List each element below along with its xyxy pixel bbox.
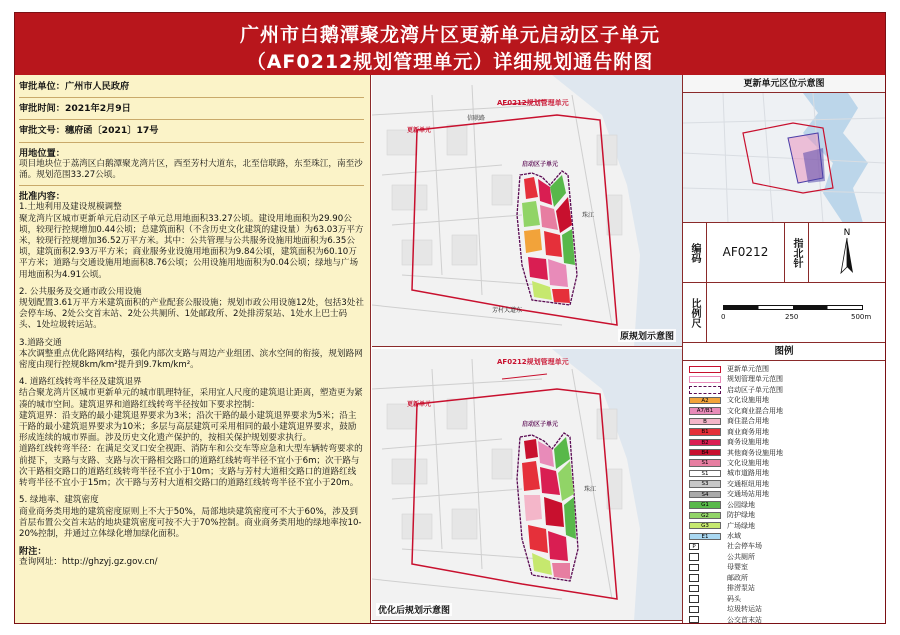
legend-swatch: S4 bbox=[689, 491, 721, 498]
code-value: AF0212 bbox=[707, 223, 785, 282]
divider bbox=[19, 97, 364, 98]
legend-item bbox=[689, 406, 885, 416]
legend-item bbox=[689, 416, 885, 426]
legend-item bbox=[689, 541, 885, 551]
optimized-map-drawing bbox=[372, 349, 682, 621]
renewal-label: 更新单元 bbox=[407, 127, 432, 134]
legend-label: 母婴室 bbox=[727, 563, 748, 572]
location-map-title: 更新单元区位示意图 bbox=[683, 75, 885, 93]
legend-item bbox=[689, 552, 885, 562]
legend-item bbox=[689, 521, 885, 531]
section-1-text: 聚龙湾片区城市更新单元启动区子单元总用地面积33.27公顷。建设用地面积为29.90公顷，较现行控规增加0.44公顷；总建筑面积（不含历史文化建筑的建设量）为63.03万平方米，较现行控规增加36.52万平方米。其中：公共管理与公共服务设施用地面积为6.35公顷，建筑面积2.93万平方米；商业服务业设施用地面积为9.84公顷，建筑面积为60.10万平方米；道路与交通设施用地面积8.76公顷；公用设施用地面积为0.04公顷；绿地与广场用地面积为4.91公顷。 bbox=[19, 213, 364, 280]
optimized-map-caption: 优化后规划示意图 bbox=[376, 603, 452, 616]
subunit-label: 启动区子单元 bbox=[522, 161, 559, 168]
legend-item bbox=[689, 374, 885, 384]
legend-swatch: A2 bbox=[689, 397, 721, 404]
scale-tick-250: 250 bbox=[785, 313, 799, 321]
legend-label: 防护绿地 bbox=[727, 511, 755, 520]
legend-item bbox=[689, 448, 885, 458]
section-3-text: 本次调整重点优化路网结构，强化内部次支路与周边产业组团、滨水空间的衔接，规划路网密度由现行控规8km/km²提升到9.7km/km²。 bbox=[19, 348, 363, 371]
legend-swatch bbox=[689, 366, 721, 373]
legend-item bbox=[689, 500, 885, 510]
section-2-heading: 2. 公共服务及交通市政公用设施 bbox=[19, 286, 142, 297]
map-column bbox=[372, 75, 682, 623]
legend-item bbox=[689, 364, 885, 374]
north-arrow-icon bbox=[809, 223, 885, 282]
legend-label: 垃圾转运站 bbox=[727, 605, 762, 614]
doc-row: 审批文号：穗府函〔2021〕17号 bbox=[19, 125, 159, 137]
title-line-1: 广州市白鹅潭聚龙湾片区更新单元启动区子单元 bbox=[239, 24, 660, 46]
title-banner bbox=[15, 13, 885, 75]
legend-label: 码头 bbox=[727, 594, 741, 603]
section-4-text-1: 结合聚龙湾片区城市更新单元的城市肌理特征，采用宜人尺度的建筑退让距离，塑造更为紧凑的城市空间。建筑退界和道路红线转弯半径按如下要求控制： bbox=[19, 388, 363, 410]
legend-label: 邮政所 bbox=[727, 573, 748, 582]
query-url[interactable]: 查询网址：http://ghzyj.gz.gov.cn/ bbox=[19, 557, 158, 568]
legend-swatch bbox=[689, 574, 699, 581]
section-2-text: 规划配置3.61万平方米建筑面积的产业配套公服设施；规划市政公用设施12处，包括3处社会停车场、2处公交首末站、2处公共厕所、1处邮政所、2处排涝泵站、1处水上巴士码头、1处垃圾转运站。 bbox=[19, 298, 364, 331]
legend-item bbox=[689, 583, 885, 593]
legend-swatch bbox=[689, 564, 699, 571]
legend-item bbox=[689, 479, 885, 489]
legend-swatch bbox=[689, 616, 699, 623]
subunit-label: 启动区子单元 bbox=[522, 421, 559, 428]
section-3-heading: 3.道路交通 bbox=[19, 337, 62, 348]
river-label: 珠江 bbox=[582, 212, 595, 219]
legend-label: 商住混合用地 bbox=[727, 417, 769, 426]
legend-item bbox=[689, 427, 885, 437]
legend-swatch: B bbox=[689, 418, 721, 425]
legend-item bbox=[689, 594, 885, 604]
section-4-text-2: 建筑退界：沿支路的最小建筑退界要求为3米；沿次干路的最小建筑退界要求为5米；沿主干路的最小建筑退界要求为10米；多层与高层建筑可采用相同的最小建筑退界要求，鼓励形成连续的城市界面。涉及历史文化遗产保护的，按相关保护规划要求执行。 bbox=[19, 410, 357, 444]
legend-swatch bbox=[689, 595, 699, 602]
date-row: 审批时间：2021年2月9日 bbox=[19, 103, 131, 115]
scale-bar bbox=[723, 305, 873, 325]
code-label: 编码 bbox=[683, 223, 707, 282]
original-map-drawing bbox=[372, 75, 682, 347]
legend-label: 水域 bbox=[727, 532, 741, 540]
legend-title: 图例 bbox=[683, 343, 885, 361]
section-4-heading: 4. 道路红线转弯半径及建筑退界 bbox=[19, 377, 142, 388]
unit-label: AF0212规划管理单元 bbox=[497, 99, 569, 107]
north-label: 指北针 bbox=[785, 223, 809, 282]
legend-item bbox=[689, 510, 885, 520]
scale-tick-500: 500m bbox=[851, 313, 872, 321]
legend-item bbox=[689, 604, 885, 614]
legend-label: 启动区子单元范围 bbox=[727, 385, 783, 394]
legend-swatch: A7/B1 bbox=[689, 407, 721, 414]
legend-swatch: P bbox=[689, 543, 699, 550]
legend-item bbox=[689, 531, 885, 541]
legend-list bbox=[683, 361, 885, 625]
legend-item bbox=[689, 562, 885, 572]
title-line-2: （AF0212规划管理单元）详细规划通告附图 bbox=[246, 51, 654, 73]
legend-label: 交通枢纽用地 bbox=[727, 479, 769, 488]
section-1-heading: 1.土地利用及建设规模调整 bbox=[19, 202, 122, 213]
road-label-2: 芳村大道东 bbox=[492, 307, 523, 314]
legend-swatch: B2 bbox=[689, 439, 721, 446]
legend-swatch bbox=[689, 376, 721, 383]
north-letter: N bbox=[843, 228, 851, 238]
appendix-heading: 附注： bbox=[19, 546, 47, 558]
divider bbox=[19, 142, 364, 143]
original-plan-map bbox=[372, 75, 682, 347]
divider bbox=[19, 119, 364, 120]
document-frame bbox=[14, 12, 886, 624]
legend-item bbox=[689, 395, 885, 405]
legend-swatch: S1 bbox=[689, 459, 721, 466]
legend-label: 更新单元范围 bbox=[727, 365, 769, 373]
legend-item bbox=[689, 489, 885, 499]
location-text: 项目地块位于荔湾区白鹅潭聚龙湾片区，西至芳村大道东，北至信联路，东至珠江，南至沙涌。规划范围33.27公顷。 bbox=[19, 158, 363, 181]
divider bbox=[19, 185, 364, 186]
text-panel bbox=[15, 75, 371, 623]
section-5-text: 商业商务类用地的建筑密度原则上不大于50%，局部地块建筑密度可不大于60%，涉及到首层布置公交首末站的地块建筑密度可按不大于70%控制。商业商务类用地的绿地率按10-20%控制，并通过立体绿化增加绿化面积。 bbox=[19, 506, 362, 539]
legend-item bbox=[689, 615, 885, 625]
legend-item bbox=[689, 437, 885, 447]
legend-swatch bbox=[689, 386, 721, 393]
legend-item bbox=[689, 573, 885, 583]
legend-swatch bbox=[689, 606, 699, 613]
renewal-label: 更新单元 bbox=[407, 401, 432, 408]
location-map bbox=[683, 93, 885, 223]
scale-tick-0: 0 bbox=[721, 313, 726, 321]
legend-swatch: G3 bbox=[689, 522, 721, 529]
legend-label: 交通场站用地 bbox=[727, 490, 769, 499]
original-map-caption: 原规划示意图 bbox=[618, 329, 676, 342]
approval-heading: 批准内容： bbox=[19, 191, 65, 203]
scale-label: 比例尺 bbox=[683, 283, 707, 342]
scale-row bbox=[683, 283, 885, 343]
legend-label: 公共厕所 bbox=[727, 552, 755, 561]
code-row bbox=[683, 223, 885, 283]
legend-swatch bbox=[689, 553, 699, 560]
legend-label: 文化商业混合用地 bbox=[727, 406, 783, 415]
legend-item bbox=[689, 458, 885, 468]
legend-swatch: S3 bbox=[689, 480, 721, 487]
optimized-plan-map bbox=[372, 349, 682, 621]
legend-label: 文化设施用地 bbox=[727, 396, 769, 405]
legend-label: 公园绿地 bbox=[727, 500, 755, 509]
legend-swatch: S1 bbox=[689, 470, 721, 477]
unit-label: AF0212规划管理单元 bbox=[497, 358, 569, 366]
legend-label: 公交首末站 bbox=[727, 615, 762, 624]
legend-label: 商务设施用地 bbox=[727, 438, 769, 447]
legend-swatch: G2 bbox=[689, 512, 721, 519]
legend-swatch bbox=[689, 585, 699, 592]
legend-label: 广场绿地 bbox=[727, 521, 755, 530]
section-5-heading: 5. 绿地率、建筑密度 bbox=[19, 495, 99, 506]
legend-label: 其他商务设施用地 bbox=[727, 448, 783, 457]
legend-item bbox=[689, 385, 885, 395]
legend-label: 文化设施用地 bbox=[727, 458, 769, 467]
legend-swatch: G1 bbox=[689, 501, 721, 508]
legend-label: 社会停车场 bbox=[727, 542, 762, 551]
legend-label: 城市道路用地 bbox=[727, 469, 769, 478]
road-label-1: 信联路 bbox=[467, 115, 486, 122]
legend-swatch: B1 bbox=[689, 428, 721, 435]
legend-swatch: E1 bbox=[689, 533, 721, 540]
legend-label: 规划管理单元范围 bbox=[727, 375, 783, 384]
right-panel bbox=[682, 75, 885, 623]
legend-swatch: B4 bbox=[689, 449, 721, 456]
location-heading: 用地位置： bbox=[19, 147, 65, 159]
legend-label: 商业商务用地 bbox=[727, 427, 769, 436]
section-4-text-3: 道路红线转弯半径：在满足交叉口安全视距、消防车和公交车等应急和大型车辆转弯要求的前提下，支路与支路、支路与次干路相交路口的道路红线转弯半径不宜小于6m；次干路与次干路相交路口的道路红线转弯半径不宜小于10m；支路与芳村大道相交路口的道路红线转弯半径不宜小于15m；次干路与芳村大道相交路口的道路红线转弯半径不宜小于20m。 bbox=[19, 444, 363, 489]
river-label: 珠江 bbox=[584, 486, 597, 493]
approver-row: 审批单位：广州市人民政府 bbox=[19, 81, 130, 92]
legend-label: 排涝泵站 bbox=[727, 584, 755, 593]
legend-item bbox=[689, 468, 885, 478]
